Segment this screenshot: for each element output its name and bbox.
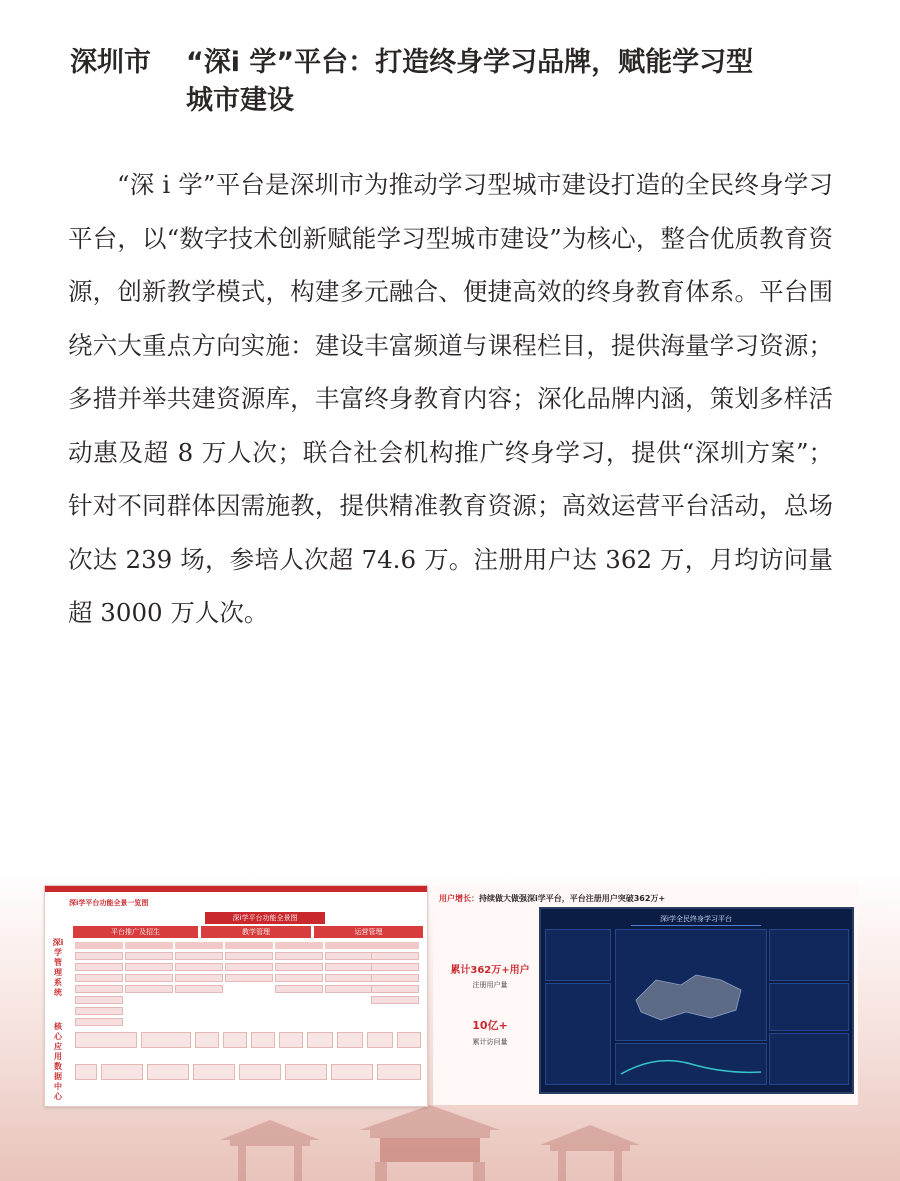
function-column (75, 942, 123, 1029)
background-gate-illustration (210, 1100, 650, 1181)
registered-users-label: 注册用户量 (472, 981, 508, 989)
visit-trend-icon (616, 1044, 766, 1084)
dashboard-map-panel (615, 929, 767, 1041)
dashboard-panel (545, 929, 611, 981)
function-column (225, 942, 273, 985)
total-visits-label: 累计访问量 (472, 1038, 508, 1046)
figure-left-banner: 深i学平台功能全景图 (205, 912, 325, 924)
figure-top-bar (45, 886, 427, 892)
function-column (371, 942, 419, 1007)
section-teaching: 教学管理 (201, 926, 311, 938)
section-operations: 运营管理 (314, 926, 423, 938)
dashboard-panel (769, 929, 849, 981)
function-column (125, 942, 173, 996)
user-growth-header (439, 893, 665, 904)
article-title-line2: 城市建设 (186, 85, 294, 116)
total-visits-stat (445, 1017, 535, 1047)
dashboard-screenshot (539, 907, 854, 1094)
user-growth-figure (433, 885, 858, 1105)
section-promotion: 平台推广及招生 (73, 926, 198, 938)
dashboard-chart-panel (615, 1043, 767, 1085)
dashboard-panel (769, 983, 849, 1031)
dashboard-panel (545, 983, 611, 1085)
dashboard-title: 深i学全民终身学习平台 (631, 913, 761, 926)
article-city: 深圳市 (70, 47, 151, 78)
platform-function-overview-figure (44, 885, 428, 1107)
side-label-data-center: 核心应用数据中心 (54, 1022, 62, 1101)
dashboard-panel (769, 1033, 849, 1085)
function-column (175, 942, 223, 996)
figure-left-header: 深i学平台功能全景一览图 (69, 899, 149, 907)
data-center-row (75, 1032, 419, 1046)
user-growth-label: 用户增长： (439, 894, 479, 903)
figure-left-sections (73, 926, 423, 938)
side-label-management: 深i学管理系统 (52, 938, 64, 997)
data-center-row (75, 1064, 419, 1078)
user-growth-text: 持续做大做强深i学平台，平台注册用户突破362万+ (479, 894, 666, 903)
article-title-line1: “深i 学”平台：打造终身学习品牌，赋能学习型 (186, 47, 754, 78)
shenzhen-map-icon (616, 930, 766, 1040)
article-body: “深 i 学”平台是深圳市为推动学习型城市建设打造的全民终身学习平台，以“数字技术创新赋能学习型城市建设”为核心，整合优质教育资源，创新教学模式，构建多元融合、便捷高效的终身教育体系。平台围绕六大重点方向实施：建设丰富频道与课程栏目，提供海量学习资源；多措并举共建资源库，丰富终身教育内容；深化品牌内涵，策划多样活动惠及超 8 万人次；联合社会机构推广终身学习，提供“深圳方案”；针对不同群体因需施教，提供精准教育资源；高效运营平台活动，总场次达 239 场，参培人次超 74.6 万。注册用户达 362 万，月均访问量超 3000 万人次。 (68, 170, 833, 627)
registered-users-value: 累计362万+用户 (450, 965, 530, 976)
function-column (275, 942, 323, 996)
function-grid (75, 942, 419, 1022)
function-column (325, 942, 373, 996)
total-visits-value: 10亿+ (472, 1019, 508, 1032)
registered-users-stat (445, 961, 535, 990)
